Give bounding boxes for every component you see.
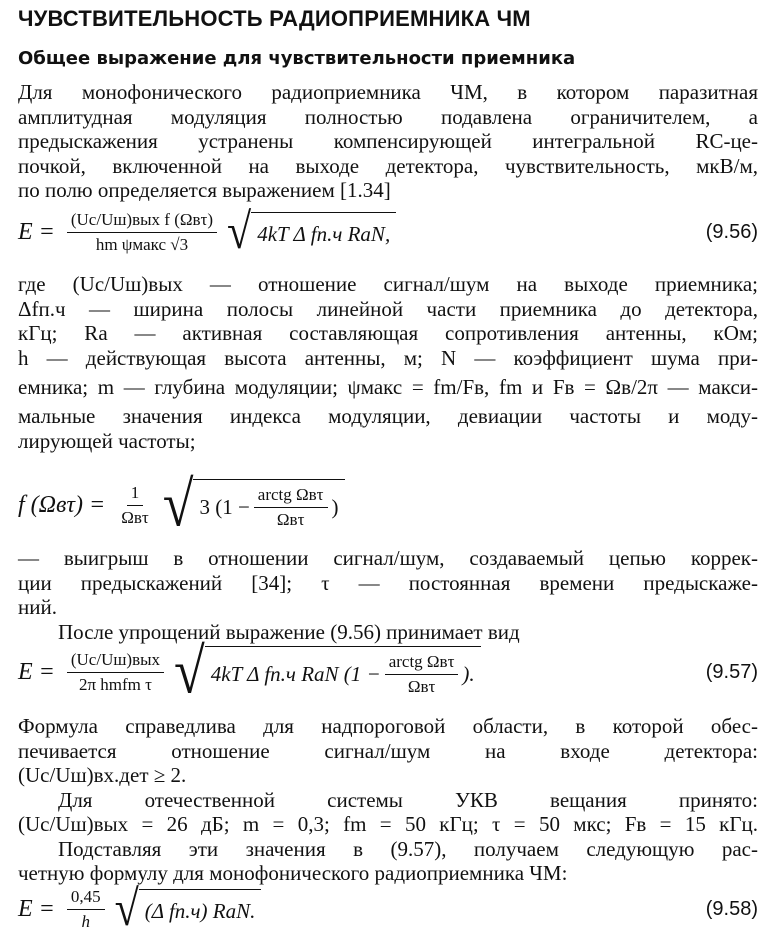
radical-sign-icon: √ [174,636,205,708]
text-line: почкой, включенной на выходе детектора, чувствительность, мкВ/м, [18,153,758,178]
text-line: мальные значения индекса модуляции, девиации частоты и моду- [18,404,758,428]
inner-denominator: Ωвτ [407,677,436,696]
paragraph-conditions [18,714,758,886]
equation-lhs: E = [18,218,55,245]
text-line: лирующей частоты; [18,428,196,453]
square-root [162,469,345,541]
text-line: Формула справедлива для надпороговой области, в которой обес- [18,714,758,738]
text-line: амплитудная модуляция полностью подавлена ограничителем, а [18,104,758,129]
equation-number: (9.56) [705,220,758,243]
text-line: После упрощений выражение (9.56) принимает вид [58,619,520,644]
text-line: предыскажения устранены компенсирующей интегральной RC-це- [18,129,758,153]
page-title: ЧУВСТВИТЕЛЬНОСТЬ РАДИОПРИЕМНИКА ЧМ [18,6,531,31]
radical-sign-icon: √ [162,469,194,541]
equation-f-omega [18,470,758,540]
paragraph-definitions [18,272,758,453]
root-prefix: 4kT Δ fп.ч RаN (1 − [210,662,381,686]
paragraph-gain [18,546,758,644]
equation-fraction [67,887,105,932]
equation-fraction [117,483,153,528]
radical-sign-icon: √ [114,880,139,937]
text-line: ний. [18,595,57,619]
paragraph-intro [18,80,758,203]
root-suffix: ). [462,662,475,686]
inner-denominator: Ωвτ [276,510,305,529]
text-line: по полю определяется выражением [1.34] [18,178,391,202]
equation-lhs: f (Ωвτ) = [18,491,106,518]
equation-number: (9.57) [705,660,758,683]
section-subtitle: Общее выражение для чувствительности приемника [18,48,576,69]
equation-fraction [67,210,217,255]
text-line: Для монофонического радиоприемника ЧМ, в котором паразитная [18,80,758,104]
text-line: Подставляя эти значения в (9.57), получаем следующую рас- [58,836,758,861]
inner-fraction [385,652,459,697]
text-line: кГц; Rа — активная составляющая сопротивления антенны, кОм; [18,321,758,345]
square-root [174,636,481,708]
text-line: (Uс/Uш)вых = 26 дБ; m = 0,3; fm = 50 кГц; τ = 50 мкс; Fв = 15 кГц. [18,812,758,836]
inner-fraction [254,485,328,530]
text-line: четную формулу для монофонического радиоприемника ЧМ: [18,861,568,885]
text-line: где (Uс/Uш)вых — отношение сигнал/шум на выходе приемника; [18,272,758,296]
root-expression: (Δ fп.ч) RаN. [139,889,262,929]
text-line: h — действующая высота антенны, м; N — коэффициент шума при- [18,345,758,370]
root-suffix: ) [331,495,339,519]
fraction-denominator: 2π hmfm τ [78,674,152,694]
fraction-numerator: (Uс/Uш)вых [67,650,164,673]
root-expression: 4kT Δ fп.ч RаN, [251,212,396,252]
fraction-numerator: 1 [127,483,144,506]
fraction-numerator: 0,45 [67,887,105,910]
text-line: — выигрыш в отношении сигнал/шум, создаваемый цепью коррек- [18,546,758,570]
text-line: ции предыскажений [34]; τ — постоянная времени предыскаже- [18,570,758,595]
equation-number: (9.58) [705,897,758,920]
root-expression [193,479,344,531]
fraction-denominator: Ωвτ [121,507,149,527]
inner-numerator: arctg Ωвτ [385,652,459,675]
equation-lhs: E = [18,895,55,922]
fraction-numerator: (Uс/Uш)вых f (Ωвτ) [67,210,217,233]
square-root [227,203,396,260]
root-expression [205,646,481,698]
equation-9-58 [18,880,758,937]
text-line: Δfп.ч — ширина полосы линейной части приемника до детектора, [18,296,758,321]
equation-lhs: E = [18,658,55,685]
root-prefix: 3 (1 − [199,495,250,519]
radical-sign-icon: √ [227,203,252,260]
equation-9-57 [18,636,758,708]
fraction-denominator: h [81,911,90,931]
text-line: Для отечественной системы УКВ вещания принято: [58,787,758,812]
equation-fraction [67,650,164,695]
equation-9-56 [18,204,758,260]
square-root [114,880,262,937]
inner-numerator: arctg Ωвτ [254,485,328,508]
fraction-denominator: hm ψмакс √3 [95,234,189,254]
text-line: печивается отношение сигнал/шум на входе детектора: [18,738,758,763]
text-line: емника; m — глубина модуляции; ψмакс = fm/Fв, fm и Fв = Ωв/2π — макси- [18,375,758,399]
text-line: (Uс/Uш)вх.дет ≥ 2. [18,763,187,787]
